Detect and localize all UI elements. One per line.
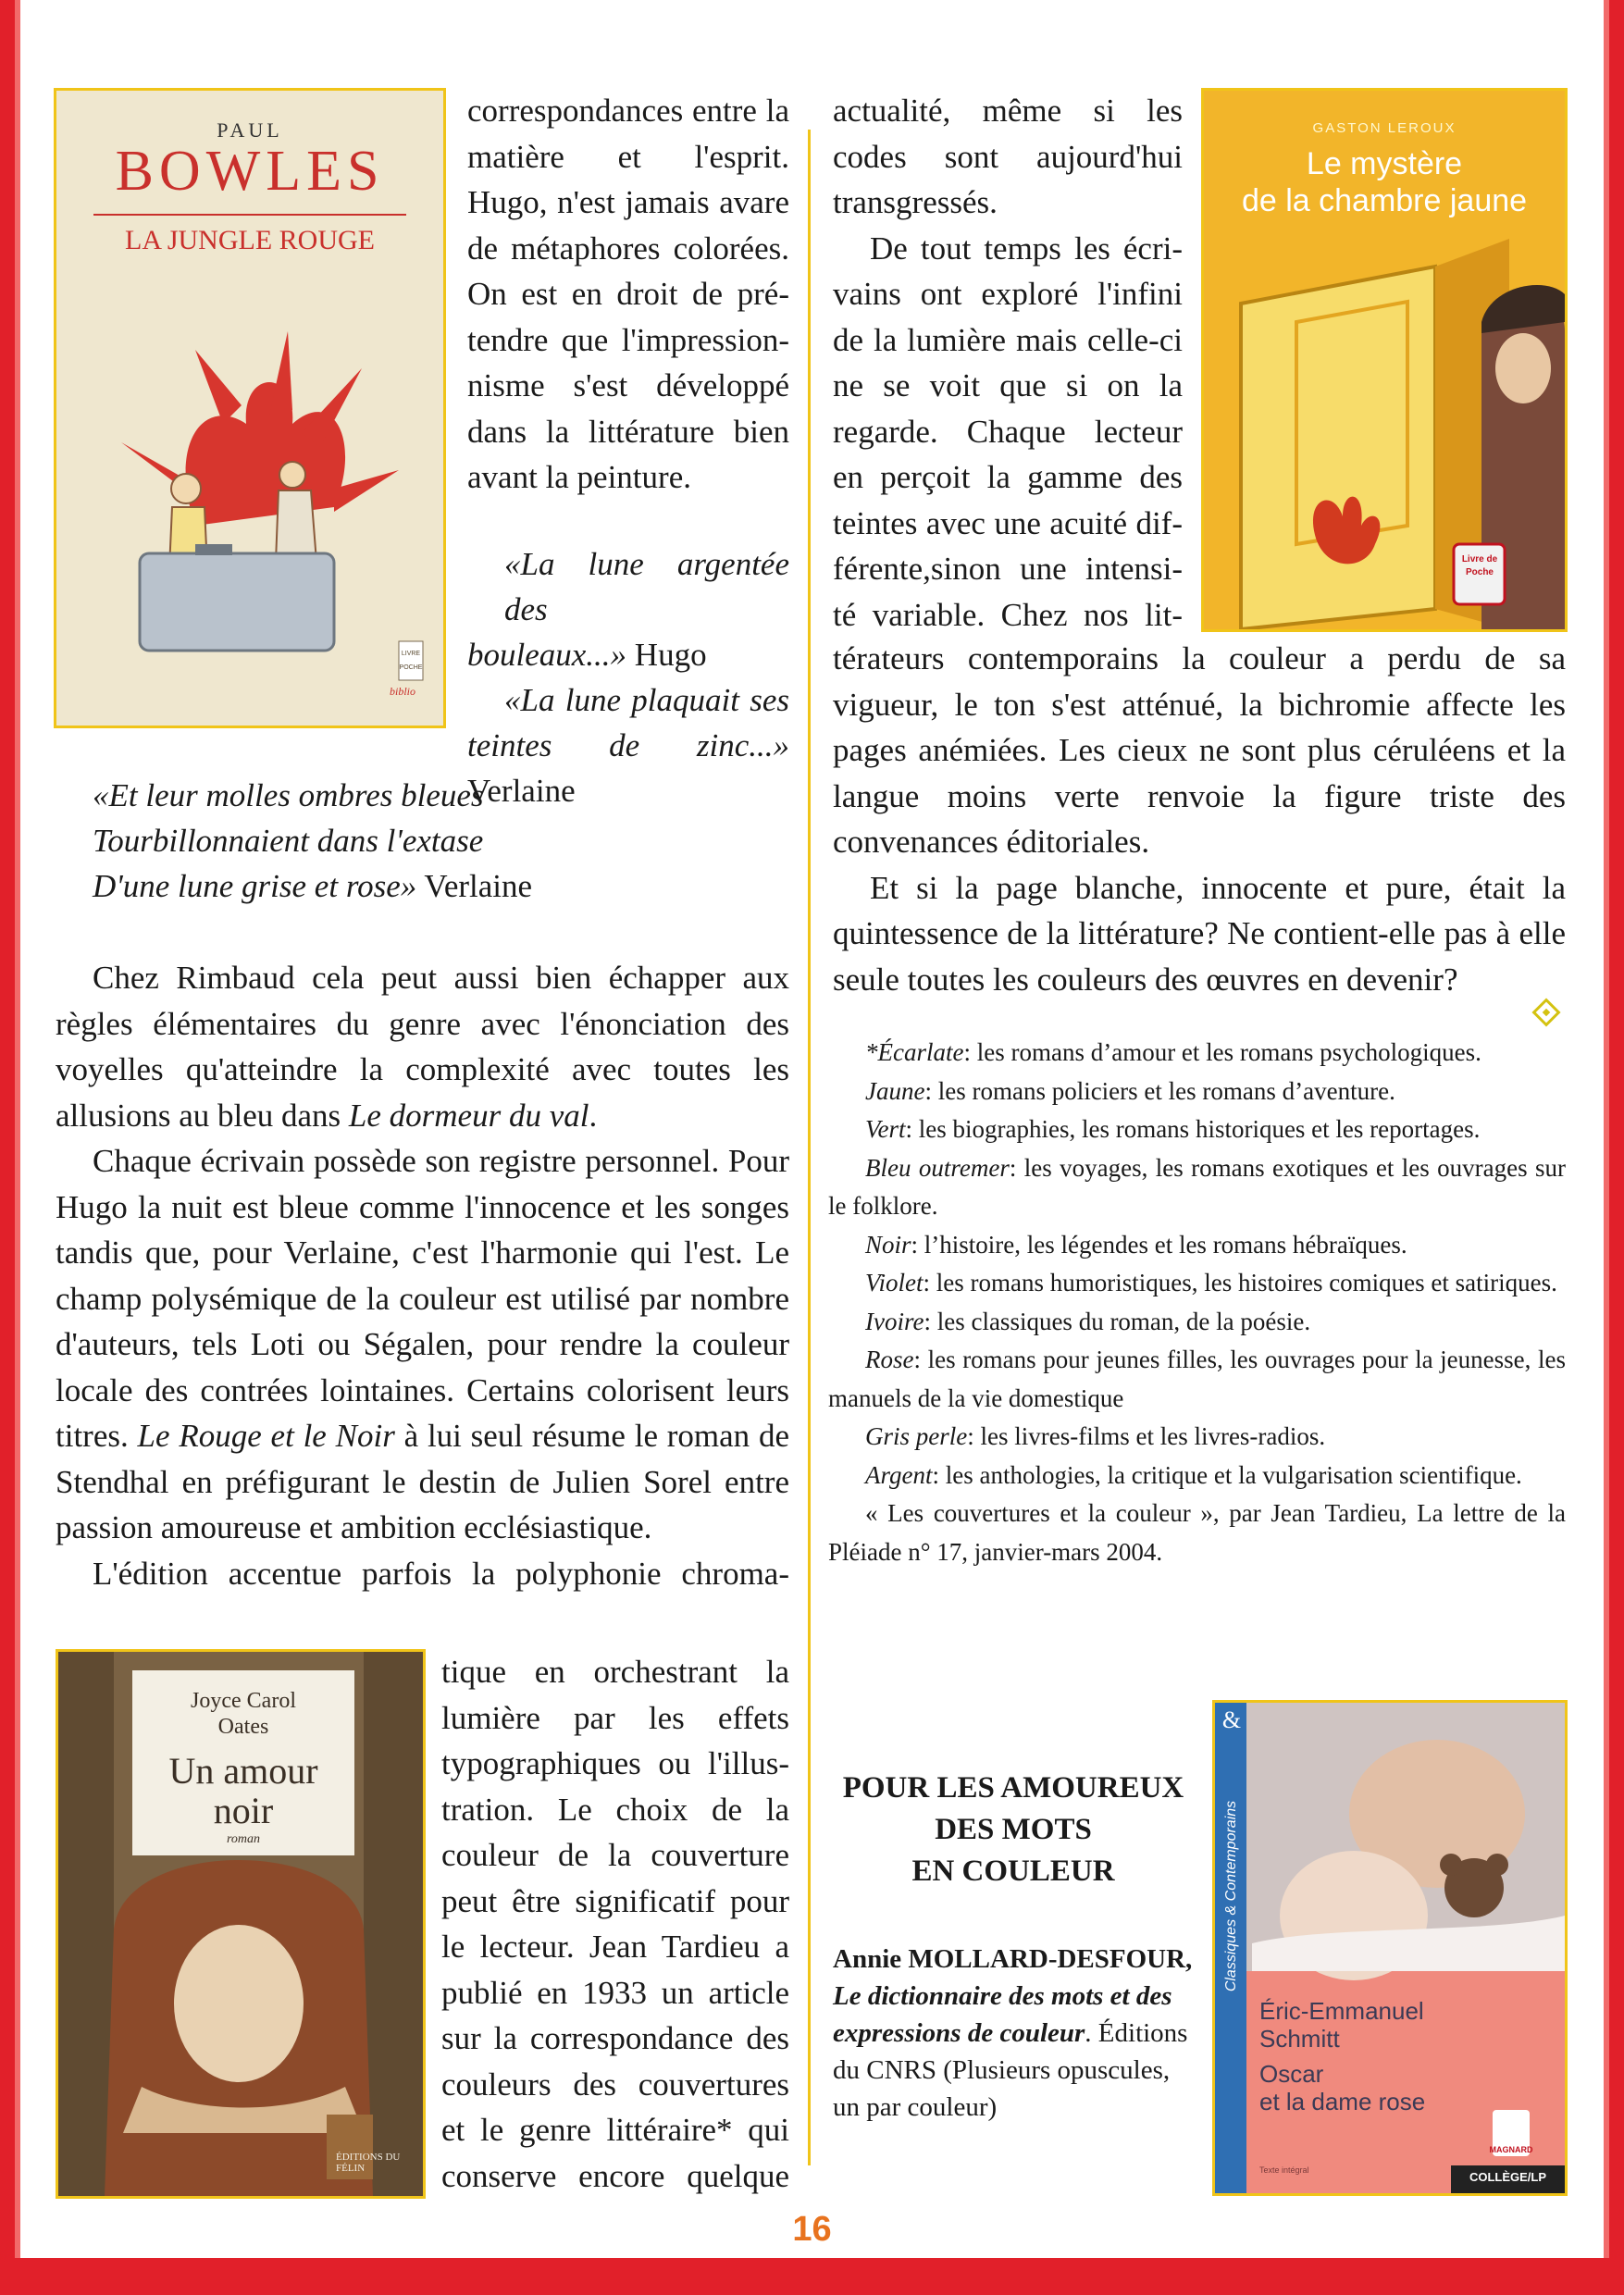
note-item	[828, 1341, 1566, 1418]
poem-line: D'une lune grise et rose»	[93, 868, 417, 904]
cover-note: Texte intégral	[1259, 2165, 1309, 2175]
cover-author: Éric-Emmanuel Schmitt	[1259, 1997, 1424, 2053]
quote-verlaine-ombres	[93, 773, 740, 909]
note-term: Rose	[865, 1346, 914, 1373]
text-line: lumière par les effets	[441, 1699, 789, 1736]
text-line: codes sont aujourd'hui	[833, 138, 1183, 175]
text-line: avant la peinture.	[467, 459, 691, 495]
poem-line: «Et leur molles ombres bleues	[93, 777, 484, 813]
cover-author-line: Joyce Carol	[191, 1689, 296, 1713]
cover-genre: roman	[226, 1832, 261, 1846]
source-note: « Les couvertures et la couleur », par Jean Tardieu, La lettre de la Pléiade n° 17, janvier-mars 2004.	[828, 1499, 1566, 1566]
recommendation-title	[814, 1768, 1212, 1892]
right-para-contemporains-block	[833, 636, 1566, 1002]
text-line: couleur de la couverture	[441, 1837, 789, 1873]
cover-title-line: de la chambre jaune	[1241, 183, 1528, 218]
text-line: regarde. Chaque lecteur	[833, 413, 1183, 450]
text-line: correspondances entre la	[467, 93, 789, 129]
note-term: *Écarlate	[865, 1038, 964, 1066]
cover-series: Classiques & Contemporains	[1223, 1800, 1239, 1992]
cover-publisher: ÉDITIONS DU FÉLIN	[336, 2152, 401, 2174]
ref-author: Annie MOLLARD-DESFOUR,	[833, 1944, 1193, 1974]
cover-author-firstname: PAUL	[217, 118, 283, 142]
cover-symbol: &	[1221, 1706, 1242, 1733]
note-term: Argent	[865, 1460, 933, 1489]
text-line: conserve encore quelque	[441, 2157, 789, 2194]
paragraph-edition-intro: L'édition accentue parfois la polyphonie chroma-	[93, 1555, 789, 1592]
text-line: transgressés.	[833, 184, 998, 220]
ref-book-title: Le dictionnaire des mots et des expressions de couleur	[833, 1981, 1172, 2048]
text-line: peut être significatif pour	[441, 1882, 789, 1919]
cover-publisher: MAGNARD	[1489, 2145, 1533, 2154]
note-text: : les romans pour jeunes filles, les ouvrages pour la jeunesse, les manuels de la vie domestique	[828, 1346, 1566, 1412]
note-text: : les voyages, les romans exotiques et les ouvrages sur le folklore.	[828, 1153, 1566, 1220]
text-line: férente,sinon une intensi-	[833, 551, 1183, 587]
text-line: nisme s'est développé	[467, 367, 789, 403]
cover-title-line: noir	[213, 1790, 274, 1831]
title-line: POUR LES AMOUREUX	[842, 1771, 1184, 1805]
svg-text:POCHE: POCHE	[399, 664, 423, 671]
note-text: : les anthologies, la critique et la vulgarisation scientifique.	[932, 1460, 1522, 1489]
text-run: Chez Rimbaud cela peut aussi bien échapper aux règles élémentaires du genre avec l'énonciation des voyelles qu'atteindre la complexité avec toutes les allusions au bleu dans	[56, 960, 789, 1134]
note-text: : les livres-films et les livres-radios.	[967, 1422, 1326, 1450]
title-le-dormeur-du-val: Le dormeur du val	[348, 1097, 589, 1134]
text-line: matière et l'esprit.	[467, 138, 789, 175]
svg-text:LIVRE: LIVRE	[401, 651, 421, 657]
note-item	[828, 1110, 1566, 1149]
cover-un-amour-noir	[56, 1649, 426, 2199]
note-text: : les biographies, les romans historiques et les reportages.	[905, 1115, 1481, 1143]
cover-author-surname: BOWLES	[115, 140, 385, 203]
note-text: : les classiques du roman, de la poésie.	[924, 1307, 1311, 1335]
left-para-edition	[441, 1649, 789, 2199]
text-line: ne se voit que si on la	[833, 367, 1183, 403]
quote-author: Verlaine	[424, 868, 533, 904]
ref-details: . Éditions du CNRS (Plusieurs opuscules, un par couleur)	[833, 2018, 1188, 2122]
cover-author: GASTON LEROUX	[1312, 120, 1457, 136]
text-line: et le genre littéraire* qui	[441, 2112, 789, 2148]
note-term: Violet	[865, 1269, 924, 1296]
poem-line: Tourbillonnaient dans l'extase	[93, 823, 484, 859]
note-item	[828, 1073, 1566, 1111]
text-line: dans la littérature bien	[467, 413, 789, 450]
cover-author-line: Oates	[217, 1715, 269, 1739]
note-term: Ivoire	[865, 1307, 924, 1335]
text-line: couleurs des couvertures	[441, 2066, 789, 2103]
note-term: Noir	[865, 1230, 911, 1259]
note-term: Gris perle	[865, 1422, 968, 1450]
note-term: Vert	[865, 1115, 906, 1143]
column-divider	[808, 130, 811, 2165]
cover-title-line: Oscar	[1259, 2060, 1324, 2088]
paragraph-rimbaud	[56, 955, 789, 1138]
paragraph-ecrivain	[56, 1138, 789, 1551]
title-line: DES MOTS	[935, 1813, 1092, 1846]
section-end-diamond-icon	[1531, 998, 1560, 1026]
right-para-actualite	[833, 88, 1183, 638]
paragraph-page-blanche: Et si la page blanche, innocente et pure, était la quintessence de la littérature? Ne contient-elle pas à elle seule toutes les couleurs des œuvres en devenir?	[833, 869, 1566, 998]
cover-le-mystere-de-la-chambre-jaune	[1201, 88, 1568, 632]
text-line: On est en droit de pré-	[467, 276, 789, 312]
title-le-rouge-et-le-noir: Le Rouge et le Noir	[137, 1418, 395, 1454]
cover-level: COLLÈGE/LP	[1469, 2170, 1547, 2184]
note-text: : l’histoire, les légendes et les romans hébraïques.	[911, 1230, 1407, 1259]
text-line: teintes avec une acuité dif-	[833, 504, 1183, 541]
note-text: : les romans policiers et les romans d’aventure.	[924, 1076, 1395, 1105]
note-item	[828, 1149, 1566, 1226]
note-item	[828, 1264, 1566, 1303]
text-line: actualité, même si les	[833, 93, 1183, 129]
title-line: EN COULEUR	[911, 1855, 1115, 1888]
cover-title-line: Un amour	[168, 1750, 318, 1792]
text-line: vains ont exploré l'infini	[833, 276, 1183, 312]
note-item	[828, 1457, 1566, 1495]
note-item	[828, 1303, 1566, 1342]
quote-text: «La lune argentée des	[504, 546, 789, 627]
quote-author: Hugo	[634, 637, 707, 673]
page-border-right	[1604, 0, 1624, 2295]
note-term: Jaune	[865, 1076, 925, 1105]
cover-illustration-hospital	[1215, 1703, 1565, 2193]
left-para-correspondances	[467, 88, 789, 501]
page-border-bottom	[0, 2258, 1624, 2295]
cover-series: biblio	[390, 685, 416, 698]
text-line: publié en 1933 un article	[441, 1974, 789, 2011]
cover-publisher-logo: Livre de Poche	[1461, 554, 1498, 577]
notes-colour-genres	[828, 1034, 1566, 1571]
text-run: .	[589, 1097, 598, 1134]
quote-text: «La lune plaquait ses	[504, 682, 789, 718]
text-line: Hugo, n'est jamais avare	[467, 184, 789, 220]
quote-text: teintes de zinc...»	[467, 727, 789, 763]
page-number: 16	[792, 2210, 832, 2249]
page-border-left	[0, 0, 20, 2295]
text-line: sur la correspondance des	[441, 2020, 789, 2056]
cover-oscar-et-la-dame-rose	[1212, 1700, 1568, 2196]
text-line: en perçoit la gamme des	[833, 459, 1183, 495]
text-line: le lecteur. Jean Tardieu a	[441, 1929, 789, 1965]
note-text: : les romans d’amour et les romans psychologiques.	[963, 1038, 1481, 1066]
cover-title-line: Le mystère	[1306, 146, 1463, 181]
text-line: typographiques ou l'illus-	[441, 1745, 789, 1781]
text-line: de métaphores colorées.	[467, 230, 789, 267]
note-item	[828, 1226, 1566, 1265]
text-line: de la lumière mais celle-ci	[833, 321, 1183, 358]
paragraph-contemporains: térateurs contemporains la couleur a perdu de sa vigueur, le ton s'est atténué, la bichromie affecte les pages anémiées. Les cieux ne sont plus céruléens et la langue moins verte renvoie la figure triste des convenances éditoriales.	[833, 640, 1566, 860]
note-item	[828, 1418, 1566, 1457]
note-term: Bleu outremer	[865, 1153, 1010, 1182]
text-run: Chaque écrivain possède son registre personnel. Pour Hugo la nuit est bleue comme l'innocence et les songes tandis que, pour Verlaine, c'est l'harmonie qui l'est. Le champ polysémique de la couleur est utilisé par nombre d'auteurs, tels Loti ou Ségalen, pour rendre la couleur locale des contrées lointaines. Certains colorisent leurs titres.	[56, 1143, 789, 1454]
text-line: tendre que l'impression-	[467, 321, 789, 358]
text-line: tration. Le choix de la	[441, 1791, 789, 1828]
cover-title-line: et la dame rose	[1259, 2088, 1426, 2115]
cover-la-jungle-rouge	[54, 88, 446, 728]
text-run: à lui seul résume le roman de Stendhal en préfigurant le destin de Julien Sorel entre passion amoureuse et ambition ecclésiastique.	[56, 1418, 790, 1545]
left-para-rimbaud-block	[56, 955, 789, 1596]
note-item	[828, 1034, 1566, 1073]
text-line: De tout temps les écri-	[870, 230, 1183, 267]
recommendation-reference	[833, 1941, 1198, 2126]
text-line: té variable. Chez nos lit-	[833, 596, 1183, 633]
text-line: tique en orchestrant la	[441, 1654, 789, 1690]
note-text: : les romans humoristiques, les histoires comiques et satiriques.	[923, 1269, 1557, 1296]
quote-author: Verlaine	[467, 773, 576, 809]
quote-text: bouleaux...»	[467, 637, 627, 673]
cover-title: LA JUNGLE ROUGE	[125, 225, 375, 255]
